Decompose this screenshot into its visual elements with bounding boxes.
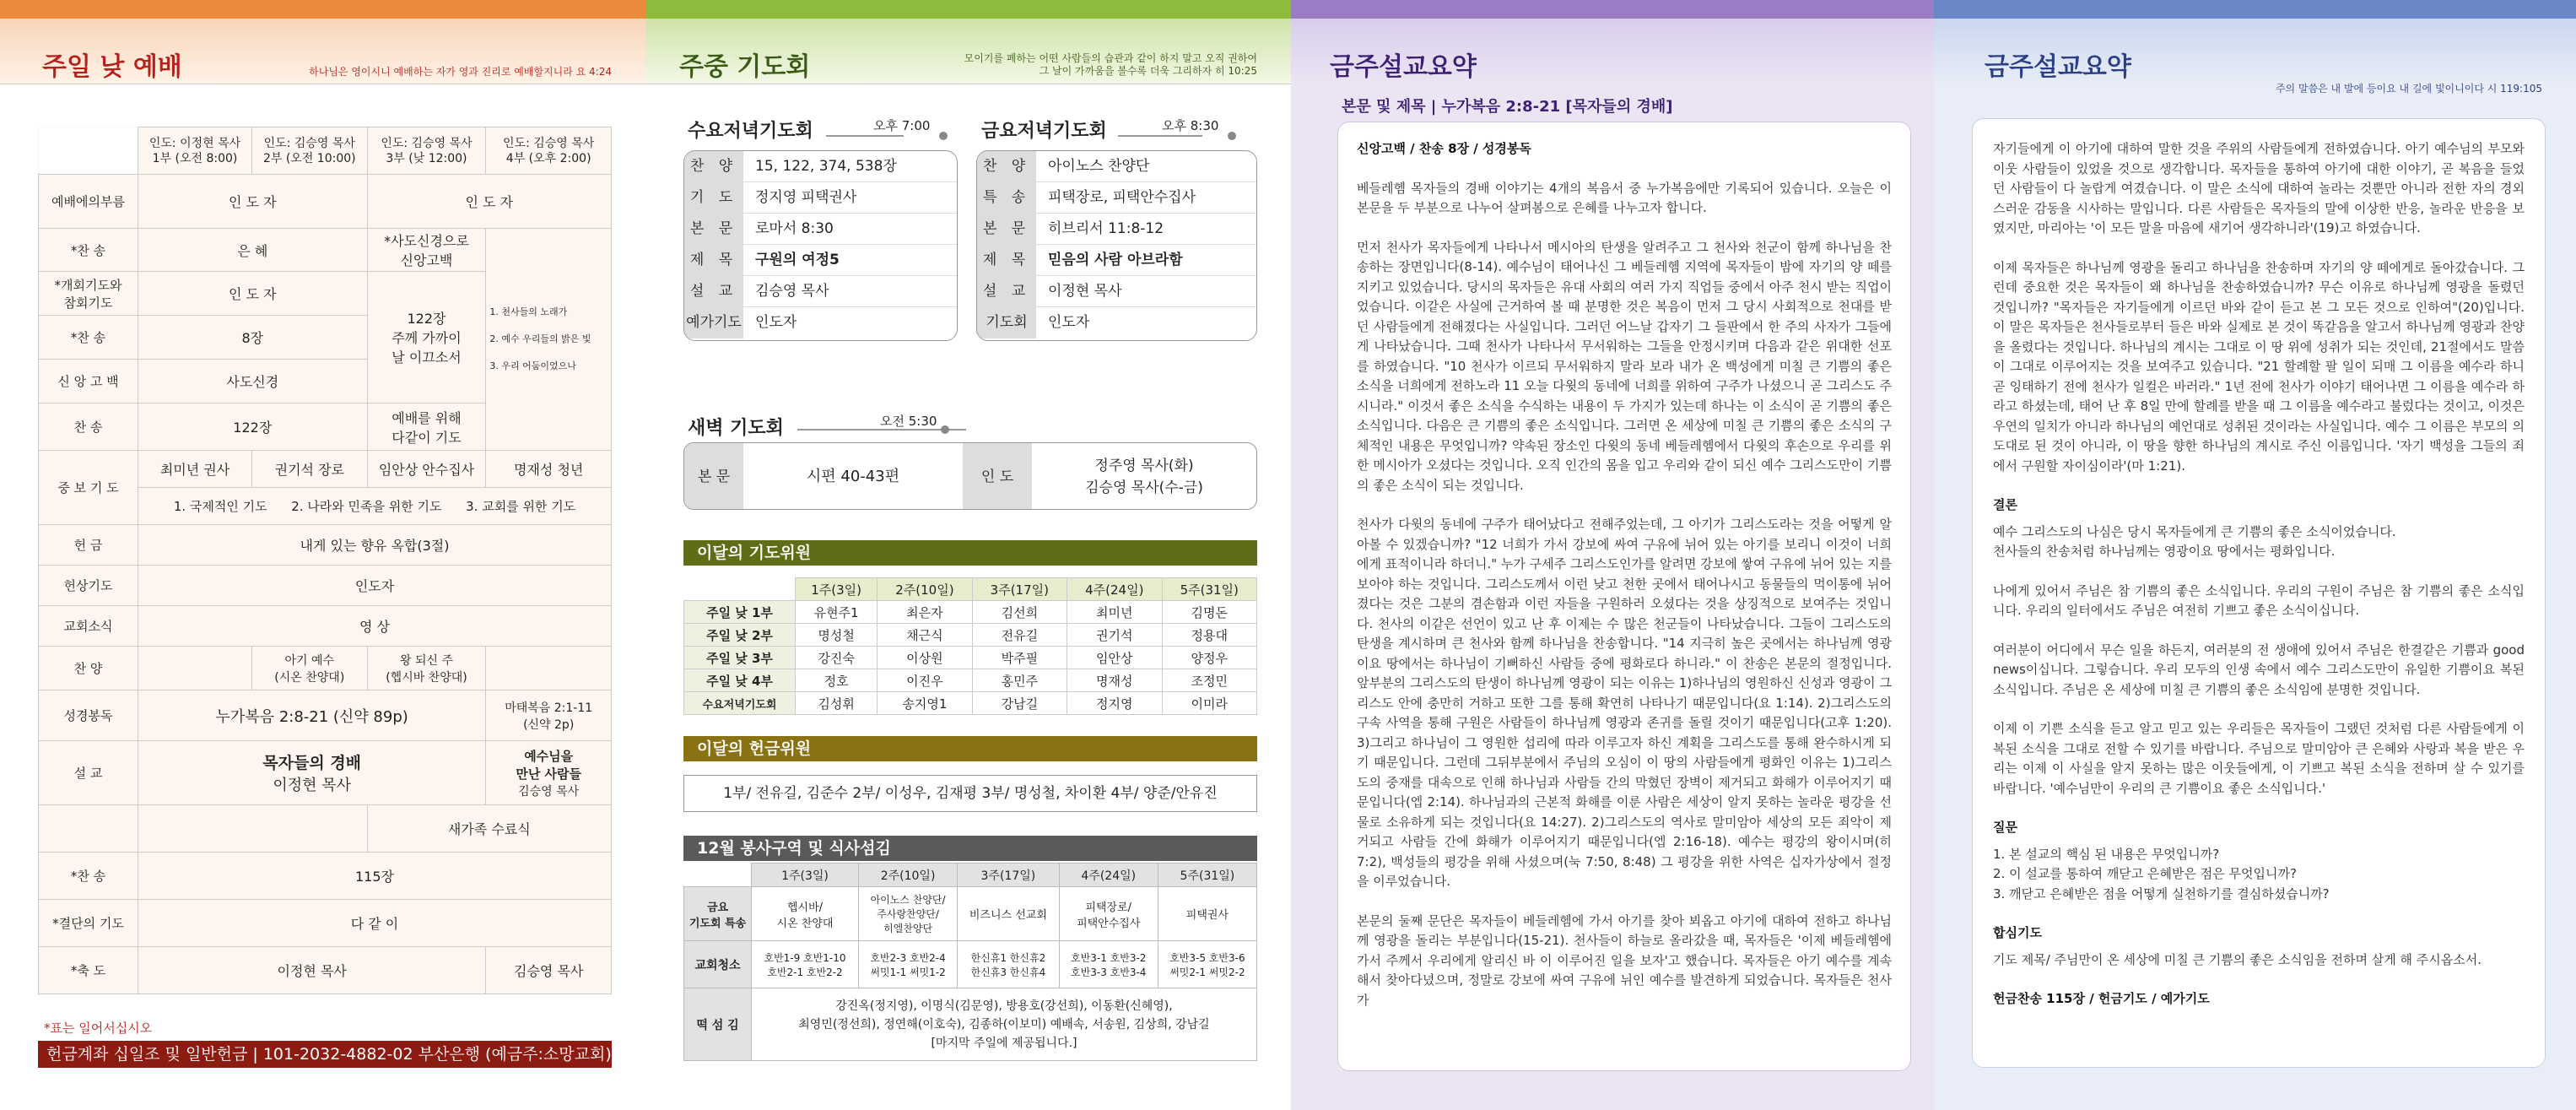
row-label: 찬 송: [39, 403, 138, 451]
row-key: 본 문: [977, 214, 1036, 244]
page-title: 주일 낮 예배: [42, 52, 182, 82]
cell: 인 도 자: [138, 272, 368, 316]
row-label: 예배에의부름: [39, 175, 138, 229]
sermon-cell: [138, 741, 486, 805]
paragraph: 베들레헴 목자들의 경배 이야기는 4개의 복음서 중 누가복음에만 기록되어 있습니다. 오늘은 이 본문을 두 부분으로 나누어 살펴봄으로 은혜를 나누고자 합니다.: [1357, 180, 1892, 215]
table-row: 떡 섬 김 강진옥(정지영), 이명식(김문영), 방용호(강선희), 이동환(신혜영), 최영민(정선희), 정연해(이호숙), 김종하(이보미) 예배속, 서송원, 김상희, 강남길 [마지막 주일에 제공됩니다.]: [684, 988, 1257, 1061]
section-bar: 이달의 헌금위원: [683, 736, 1257, 761]
cell: 이정현 목사: [138, 947, 486, 994]
cell: 권기석 장로: [252, 451, 368, 488]
panel-color-bar: [0, 0, 645, 19]
col-header: 2주(10일): [859, 864, 958, 887]
fri-title: 금요저녁기도회: [981, 121, 1107, 142]
wed-time: 오후 7:00: [873, 118, 931, 133]
header-verse: 모이기를 폐하는 어떤 사람들의 습관과 같이 하지 말고 오직 권하여 그 날이 가까움을 볼수록 더욱 그리하자 히 10:25: [964, 52, 1257, 77]
cell: 은 혜: [138, 229, 368, 272]
panel-header: [645, 19, 1291, 84]
cell: 122장 주께 가까이 날 이끄소서: [367, 272, 486, 403]
cell: 인 도 자: [367, 175, 611, 229]
cell: 115장: [138, 853, 612, 900]
col-header: 3주(17일): [958, 864, 1060, 887]
cell: 8장: [138, 316, 368, 360]
cell: 아기 예수 (시온 찬양대): [252, 647, 368, 690]
cell: 예배를 위해 다같이 기도: [367, 403, 486, 451]
page-title: 금주설교요약: [1985, 52, 2131, 82]
paragraph: 본문의 둘째 문단은 목자들이 베들레헴에 가서 아기를 찾아 뵈옵고 아기에 대하여 전하고 하나님께 영광을 돌리는 부분입니다(15-21). 천사들이 하늘로 올라갔을 때, 목자들은 '이제 베들레헴에 가서 주께서 우리에게 알리신 바 이 이루어진 일을 보자'고 했습니다. 목자들은 아기 예수를 계속해서 찾아다녔으며, 정말로 강보에 싸여 구유에 뉘인 예수를 발견하게 되었습니다. 목자들은 천사가: [1357, 912, 1892, 1008]
wed-box: [683, 150, 958, 341]
prayer-committee-table: [683, 577, 1257, 715]
header-verse: 하나님은 영이시니 예배하는 자가 영과 진리로 예배할지니라 요 4:24: [309, 66, 612, 78]
leader-line: 정주영 목사(화): [1094, 458, 1194, 474]
panel-color-bar: [1934, 0, 2576, 19]
service-header: 인도: 김승영 목사 3부 (낮 12:00): [367, 127, 486, 175]
row-value: 인도자: [1048, 314, 1090, 331]
col-header: 4주(24일): [1067, 578, 1162, 601]
row-label: *찬 송: [39, 316, 138, 360]
row-label: *축 도: [39, 947, 138, 994]
hymn-line: 신앙고백 / 찬송 8장 / 성경봉독: [1357, 141, 1531, 156]
preacher: 이정현 목사: [273, 777, 351, 794]
table-row: 교회청소 호반1-9 호반1-10 호반2-1 호반2-2 호반2-3 호반2-4 써밋1-1 써밋1-2 한신휴1 한신휴2 한신휴3 한신휴4 호반3-1 호반3-2 호반3-3 호반3-4 호반3-5 호반3-6 써밋2-1 써밋2-2: [684, 941, 1257, 988]
row-label: *개회기도와 참회기도: [39, 272, 138, 316]
cell: 122장: [138, 403, 368, 451]
row-key: 설 교: [977, 276, 1036, 306]
fri-box: [976, 150, 1257, 341]
page-title: 주중 기도회: [679, 52, 811, 82]
section-bar: 12월 봉사구역 및 식사섬김: [683, 836, 1257, 861]
sermon-cell: [486, 741, 612, 805]
cell: 누가복음 2:8-21 (신약 89p): [138, 690, 486, 741]
section-heading: 합심기도: [1993, 925, 2042, 940]
sermon-summary-panel-2: [1934, 0, 2576, 1110]
col-header: 5주(31일): [1162, 578, 1257, 601]
question: 1. 본 설교의 핵심 된 내용은 무엇입니까?: [1993, 846, 2220, 862]
table-row: 주일 낮 4부 정호 이진우 홍민주 명재성 조정민: [684, 669, 1257, 692]
prayer-topic: 2. 나라와 민족을 위한 기도: [291, 499, 442, 514]
offering-account-bar: 헌금계좌 십일조 및 일반헌금 | 101-2032-4882-02 부산은행 (예금주:소망교회): [38, 1041, 612, 1068]
cell: *사도신경으로 신앙고백: [367, 229, 486, 272]
cell: 인도자: [138, 566, 612, 606]
paragraph: 자기들에게 이 아기에 대하여 말한 것을 주위의 사람들에게 전하였습니다. 아기 예수님의 부모와 이웃 사람들이 있었을 것으로 생각합니다. 목자들을 통하여 아기에 대한 이야기, 곧 복음을 들었던 사람들이 다 놀랍게 여겼습니다. 이 말은 소식에 대하여 놀라는 것뿐만 아니라 전한 자의 경외스러운 감동을 시사하는 말입니다. 다른 사람들은 목자들의 말에 이상한 반응, 놀라운 반응을 보였지만, 마리아는 '이 모든 말을 마음에 새기어 생각하니라'(19)고 하였습니다.: [1993, 141, 2525, 236]
table-row: 주일 낮 1부 유현주1 최은자 김선희 최미년 김명돈: [684, 601, 1257, 624]
row-label: 헌 금: [39, 525, 138, 566]
table-row: 수요저녁기도회 김성휘 송지영1 강남길 정지영 이미라: [684, 692, 1257, 715]
cell: 다 같 이: [138, 900, 612, 947]
sermon-summary-panel: [1291, 0, 1934, 1110]
row-key: 제 목: [684, 245, 743, 275]
row-key: 기 도: [684, 182, 743, 213]
paragraph: 천사가 다윗의 동네에 구주가 태어났다고 전해주었는데, 그 아기가 그리스도라는 것을 어떻게 알아볼 수 있겠습니까? "12 너희가 가서 강보에 싸여 구유에 뉘어 있는 아기를 보리니 이것이 너희에게 표적이니라 하더니." 누가 구세주 그리스도인가를 알려면 강보에 쌓여 구유에 뉘어 있는 지를 보아야 하는 것입니다. 그리스도께서 이런 낮고 천한 곳에서 태어나시고 동물들의 먹이통에 뉘어졌다는 것은 그분의 겸손함과 이런 자들을 구원하러 오셨다는 것을 상징적으로 보여주는 것입니다. 천사의 이같은 선언이 있고 난 후 이제는 수 많은 천군들이 나타났습니다. 그들이 그리스도의 탄생을 계시하며 큰 천사와 함께 하나님을 찬송합니다. "14 지극히 높은 곳에서는 하나님께 영광이요 땅에서는 하나님이 기뻐하신 사람들 중에 평화로다 하니라." 이 찬송은 본문의 절정입니다. 앞부분의 그리스도의 탄생이 하나님께 영광이 되는 이유는 1)하나님의 영원하신 신성과 영광이 그리스도 안에 충만히 거하고 또한 그를 통해 확연히 나타나기 때문입니다(요 1:14). 2)그리스도의 구속 사역을 통해 구원은 사람들이 하나님께 영광과 존귀를 돌릴 것이기 때문입니다(고후 1:20). 3)그리고 하나님이 그 영원한 섭리에 따라 이루고자 하신 계획을 그리스도를 통해 완수하시게 되기 때문입니다. 그런데 그뒤부분에서 주님의 오심이 이 땅의 사람들에게 평화인 이유는 1)그리스도의 중재를 대속으로 인해 하나님과 사람들 간의 막혔던 장벽이 제거되고 화해가 이루어지기 때문입니다(엡 2:14). 하나님과의 근본적 화해를 이룬 사람은 세상이 알지 못하는 놀라운 평강을 선물로 소유하게 되는 것입니다(요 14:27). 2)그리스도의 역사로 말미암아 세상의 모든 죄악이 제거되고 사람들 간에 화해가 이루어지기 때문입니다(엡 2:16-18). 예수는 평강의 왕이시며(히 7:2), 백성들의 평강을 위해 사셨으며(눅 7:50, 8:48) 그 평강을 위한 사역은 십자가상에서 절정을 이루었습니다.: [1357, 517, 1893, 889]
row-key: 제 목: [977, 245, 1036, 275]
cell: 명재성 청년: [486, 451, 612, 488]
paragraph: 나에게 있어서 주님은 참 기쁨의 좋은 소식입니다. 우리의 구원이 주님은 참 기쁨의 좋은 소식입니다. 우리의 일터에서도 주님은 여전히 기쁘고 좋은 소식이십니다.: [1993, 582, 2525, 618]
panel-header: [1291, 19, 1934, 84]
cell: 내게 있는 향유 옥합(3절): [138, 525, 612, 566]
sermon-text-card: [1337, 122, 1911, 1071]
row-label: 중 보 기 도: [39, 451, 138, 525]
row-value: 로마서 8:30: [755, 220, 834, 237]
dawn-box: [683, 442, 1257, 510]
worship-panel: [0, 0, 645, 1110]
row-value: 히브리서 11:8-12: [1048, 220, 1164, 237]
row-key: 본 문: [684, 443, 743, 509]
wed-title: 수요저녁기도회: [688, 121, 813, 142]
question: 3. 깨닫고 은혜받은 점을 어떻게 실천하기를 결심하셨습니까?: [1993, 885, 2330, 902]
service-header: 인도: 이정현 목사 1부 (오전 8:00): [138, 127, 252, 175]
paragraph: 여러분이 어디에서 무슨 일을 하든지, 여러분의 전 생애에 있어서 주님은 한결같은 기쁨과 good news이십니다. 그렇습니다. 우리 모두의 인생 속에서 예수 그리스도만이 유일한 기쁨이요 복된 소식입니다. 주님은 온 세상에 미칠 큰 기쁨의 좋은 소식임에 분명한 것입니다.: [1993, 642, 2525, 697]
paragraph: 먼저 천사가 목자들에게 나타나서 메시아의 탄생을 알려주고 그 천사와 천군이 함께 하나님을 찬송하는 장면입니다(8-14). 예수님이 태어나신 그 베들레헴 지역에 목자들이 밤에 자기의 양 떼를 지키고 있었습니다. 당시의 목자들은 유대 사회의 여러 가지 직업들 중에서 아주 천시 받는 직업이었습니다. 이같은 사실에 근거하여 볼 때 분명한 것은 복음이 먼저 그 당시 사회적으로 천대를 받던 사람들에게 전해졌다는 사실입니다. 그러던 어느날 갑자기 그 들판에서 한 주의 사자가 그들에게 나타났습니다. 그때 천사가 나타나서 무서워하는 그들을 안정시키며 다음과 같은 위대한 선포를 하였습니다. "10 천사가 이르되 무서워하지 말라 보라 내가 온 백성에게 미칠 큰 기쁨의 좋은 소식을 너희에게 전하노라 11 오늘 다윗의 동네에 너희를 위하여 구주가 나셨으니 곧 그리스도 주시니라." 이것서 좋은 소식을 수식하는 내용이 두 가지가 있는데 하나는 이 소식이 곧 기쁨의 좋은 소식입니다. 다음은 큰 기쁨의 좋은 소식입니다. 그러면 온 세상에 미칠 큰 기쁨의 좋은 소식의 구체적인 내용은 무엇입니까? 약속된 장소인 다윗의 동네 베들레헴에서 다윗의 후손으로 우리를 위한 메시아가 오셨다는 것입니다. 오직 인간의 몸을 입고 우리와 같이 되신 예수 그리스도만이 기쁨의 좋은 소식이 되는 것입니다.: [1357, 239, 1892, 493]
row-value: 정지영 피택권사: [755, 189, 857, 206]
row-key: 본 문: [684, 214, 743, 244]
col-header: 5주(31일): [1158, 864, 1256, 887]
paragraph: 예수 그리스도의 나심은 당시 목자들에게 큰 기쁨의 좋은 소식이었습니다. 천사들의 찬송처럼 하나님께는 영광이요 땅에서는 평화입니다.: [1993, 523, 2396, 559]
cell: 최미년 권사: [138, 451, 252, 488]
cell: 새가족 수료식: [367, 805, 611, 853]
row-key: 찬 양: [684, 151, 743, 181]
row-value: 구원의 여정5: [755, 252, 840, 268]
table-row: 금요 기도회 특송 헵시바/ 시온 찬양대 아이노스 찬양단/ 주사랑찬양단/ 히엘찬양단 비즈니스 선교회 피택장로/ 피택안수집사 피택권사: [684, 887, 1257, 941]
cell: 영 상: [138, 606, 612, 647]
panel-color-bar: [1291, 0, 1934, 19]
sermon-text-card: [1972, 118, 2546, 1068]
row-label: *찬 송: [39, 229, 138, 272]
table-row: 주일 낮 3부 강진숙 이상원 박주필 임안상 양정우: [684, 647, 1257, 669]
row-label: *결단의 기도: [39, 900, 138, 947]
row-value: 믿음의 사람 아브라함: [1048, 252, 1183, 268]
row-value: 김승영 목사: [755, 283, 829, 300]
cell: 사도신경: [138, 360, 368, 403]
col-header: 1주(3일): [752, 864, 859, 887]
dawn-time: 오전 5:30: [880, 414, 937, 429]
row-key: 인 도: [963, 443, 1032, 509]
panel-header: [1934, 19, 2576, 95]
offering-committee-box: 1부/ 전유길, 김준수 2부/ 이성우, 김재평 3부/ 명성철, 차이환 4부/ 양준/안유진: [683, 775, 1257, 812]
col-header: 4주(24일): [1059, 864, 1158, 887]
paragraph: 이제 이 기쁜 소식을 듣고 알고 믿고 있는 우리들은 목자들이 그랬던 것처럼 다른 사람들에게 이 복된 소식을 그대로 전할 수 있기를 바랍니다. 주님으로 말미암아 큰 은혜와 사랑과 복을 받은 우리는 이제 이 사실을 알지 못하는 많은 이웃들에게, 이 기쁘고 복된 소식을 전하며 살 수 있기를 바랍니다. '예수님만이 우리의 큰 기쁨이요 좋은 소식입니다.': [1993, 721, 2525, 796]
service-table: [683, 863, 1257, 1061]
col-header: 1주(3일): [796, 578, 878, 601]
question: 2. 이 설교를 통하여 깨닫고 은혜받은 점은 무엇입니까?: [1993, 866, 2297, 881]
service-header: 인도: 김승영 목사 4부 (오후 2:00): [486, 127, 612, 175]
leader-line: 김승영 목사(수-금): [1085, 479, 1203, 496]
paragraph: 이제 목자들은 하나님께 영광을 돌리고 하나님을 찬송하며 자기의 양 떼에게로 돌아갔습니다. 그런데 중요한 것은 목자들이 왜 하나님을 찬송하였습니까? 무슨 이유로 하나님께 영광을 돌렸던 것입니까? "목자들은 자기들에게 이르던 바와 같이 듣고 본 그 모든 것으로 인하여"(20)입니다. 이 말은 목자들은 천사들로부터 들은 바와 실제로 본 것이 똑같음을 알고서 하나님께 영광과 찬양을 올렸다는 것입니다. 하나님의 계시는 그대로 이 땅 위에 성취가 되는 것인데, 21절에서도 말씀이 그대로 이루어지는 것을 보여주고 있습니다. "21 할례할 팔 일이 되매 그 이름을 예수라 하니 곧 잉태하기 전에 천사가 일컬은 바러라." 1년 전에 천사가 이야기 태어나면 그 이름을 예수라 하라고 하셨는데, 태어 난 후 8일 만에 할례를 받을 때 그 이름을 예수라고 불렀다는 것이고, 이것은 우연의 일치가 아니라 하나님의 예언대로 성취된 것이라는 사실입니다. 예수 그 이름은 부모의 의도대로 된 것이 아니라, 이 땅을 향한 하나님의 계시로 주신 이름입니다. '자기 백성을 그들의 죄에서 구원할 자이심이라'(마 1:21).: [1993, 259, 2525, 474]
row-value: 인도자: [755, 314, 797, 331]
paragraph: 기도 제목/ 주님만이 온 세상에 미칠 큰 기쁨의 좋은 소식임을 전하며 살게 해 주시옵소서.: [1993, 951, 2481, 967]
section-heading: 결론: [1993, 497, 2017, 512]
row-label: 신 앙 고 백: [39, 360, 138, 403]
prayer-topic: 1. 국제적인 기도: [173, 499, 267, 514]
service-header: 인도: 김승영 목사 2부 (오전 10:00): [252, 127, 368, 175]
section-bar: 이달의 기도위원: [683, 540, 1257, 566]
row-label: 설 교: [39, 741, 138, 805]
section-heading: 질문: [1993, 820, 2017, 835]
cell: 마태복음 2:1-11 (신약 2p): [486, 690, 612, 741]
cell: 김승영 목사: [486, 947, 612, 994]
sermon-title: 예수님을 만난 사람들: [516, 748, 582, 782]
row-label: 찬 양: [39, 647, 138, 690]
section-heading: 헌금찬송 115장 / 헌금기도 / 예가기도: [1993, 991, 2210, 1006]
footnote: *표는 일어서십시오: [44, 1021, 153, 1036]
preacher: 김승영 목사: [518, 784, 580, 799]
fri-time: 오후 8:30: [1162, 118, 1219, 133]
row-key: 특 송: [977, 182, 1036, 213]
page-title: 금주설교요약: [1330, 52, 1477, 82]
header-verse: 주의 말씀은 내 발에 등이요 내 길에 빛이니이다 시 119:105: [2275, 83, 2542, 95]
row-key: 기도회: [977, 307, 1036, 338]
prayer-topic: 3. 교회를 위한 기도: [466, 499, 576, 514]
hymn-sub-list: 1. 천사들의 노래가 2. 예수 우리들의 밝은 빛 3. 우리 어둠이었으나: [486, 229, 612, 451]
row-label: *찬 송: [39, 853, 138, 900]
cell: 인 도 자: [138, 175, 368, 229]
row-key: 예가기도: [684, 307, 743, 338]
row-key: 찬 양: [977, 151, 1036, 181]
sermon-passage-title: 본문 및 제목 | 누가복음 2:8-21 [목자들의 경배]: [1342, 98, 1673, 116]
row-value: 이정현 목사: [1048, 283, 1122, 300]
row-value: 시편 40-43편: [806, 468, 900, 485]
row-label: 헌상기도: [39, 566, 138, 606]
row-value: 15, 122, 374, 538장: [755, 158, 897, 175]
cell: 임안상 안수집사: [367, 451, 486, 488]
sermon-title: 목자들의 경배: [262, 754, 362, 772]
prayer-topics: [138, 488, 612, 525]
row-label: 교회소식: [39, 606, 138, 647]
panel-header: [0, 19, 645, 84]
col-header: 3주(17일): [972, 578, 1067, 601]
cell: 왕 되신 주 (헵시바 찬양대): [367, 647, 486, 690]
row-value: [1032, 443, 1256, 509]
row-value: 아이노스 찬양단: [1048, 158, 1150, 175]
prayer-panel: [645, 0, 1291, 1110]
col-header: 2주(10일): [878, 578, 972, 601]
dawn-title: 새벽 기도회: [688, 418, 784, 439]
panel-color-bar: [645, 0, 1291, 19]
row-label: 성경봉독: [39, 690, 138, 741]
row-key: 설 교: [684, 276, 743, 306]
table-row: 주일 낮 2부 명성철 채근식 전유길 권기석 정용대: [684, 624, 1257, 647]
worship-order-table: [38, 127, 612, 994]
row-value: 피택장로, 피택안수집사: [1048, 189, 1196, 206]
